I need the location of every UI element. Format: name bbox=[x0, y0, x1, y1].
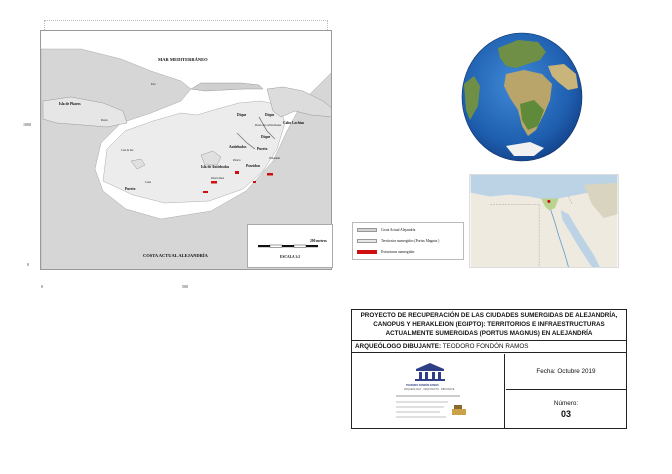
place-label-dique-1: Dique bbox=[237, 113, 247, 117]
place-label-pharos: Isla de Pharos bbox=[59, 102, 81, 106]
place-label-cabo-lochias: Cabo Lochias bbox=[283, 121, 305, 125]
scale-label: ESCALA 1:2 bbox=[280, 255, 301, 259]
author-row bbox=[352, 341, 626, 353]
globe-map bbox=[460, 30, 584, 164]
scale-box bbox=[247, 224, 333, 268]
author-label: ARQUEÓLOGO DIBUJANTE: bbox=[355, 343, 442, 350]
legend-label: Costa Actual Alejandría bbox=[381, 228, 416, 232]
place-label-casa-isis: Casa de Isis bbox=[121, 149, 134, 152]
submerged-structure bbox=[267, 173, 273, 176]
submerged-structure bbox=[253, 181, 256, 183]
place-label-palacio-real: Palacio Real bbox=[211, 177, 225, 180]
scale-distance: 200 metros bbox=[310, 239, 327, 243]
place-label-dique-3: Dique bbox=[261, 135, 271, 139]
place-label-timonium: Timonium bbox=[269, 157, 280, 160]
submerged-structure bbox=[203, 191, 208, 193]
place-label-puerto-1: Puerto bbox=[257, 147, 268, 151]
place-label-casas: Casas bbox=[145, 181, 152, 184]
place-label-lochias-reales: Puerto de Lochias Reales bbox=[255, 124, 282, 127]
logo-subtitle: ARQUEÓLOGO · ARQUITECTO · DIBUJANTE bbox=[404, 388, 455, 391]
number-label: Número: bbox=[553, 400, 579, 407]
axis-label-x-500: 500 bbox=[182, 284, 188, 289]
axis-label-y-0: 0 bbox=[27, 262, 29, 267]
submerged-structure bbox=[211, 181, 217, 184]
legend-swatch bbox=[357, 239, 377, 243]
title-block bbox=[351, 309, 627, 429]
axis-label-x-0: 0 bbox=[41, 284, 43, 289]
place-label-antirhodos: Antirhodos bbox=[229, 145, 247, 149]
legend-label: Estructuras sumergidas bbox=[381, 250, 415, 254]
number-value: 03 bbox=[560, 409, 571, 419]
author-name: TEODORO FONDÓN RAMOS bbox=[442, 343, 529, 350]
place-label-isla-antirhodos: Isla de Antirhodos bbox=[201, 165, 230, 169]
project-title: PROYECTO DE RECUPERACIÓN DE LAS CIUDADES SUMERGIDAS DE ALEJANDRÍA, CANOPUS Y HERAKLEION (EGIPTO): TERRITORIOS E INFRAESTRUCTURAS ACTUALMENTE SUMERGIDAS (PORTUS MAGNUS) EN ALEJANDRÍA bbox=[352, 310, 626, 341]
legend-swatch bbox=[357, 250, 377, 254]
place-label-palacio: Palacio bbox=[233, 159, 241, 162]
dike-heptastadion bbox=[191, 83, 263, 91]
place-label-dique-2: Dique bbox=[265, 113, 275, 117]
logo-name: TEODORO FONDÓN RAMOS bbox=[406, 384, 439, 387]
legend-item bbox=[357, 228, 415, 232]
alexandria-marker bbox=[547, 200, 550, 203]
legend-label: Territorios sumergidos (Portus Magnus ) bbox=[381, 239, 440, 243]
place-label-puerto-small: Puerto bbox=[101, 119, 108, 122]
legend-swatch bbox=[357, 228, 377, 232]
number-cell bbox=[506, 391, 626, 428]
place-label-poseidon: Poseidon bbox=[246, 164, 260, 168]
contact-lines bbox=[352, 392, 502, 424]
sea-label: MAR MEDITERRÁNEO bbox=[158, 57, 208, 62]
legend-item bbox=[357, 239, 439, 243]
legend-item bbox=[357, 250, 414, 254]
scale-bar bbox=[248, 242, 334, 254]
legend bbox=[352, 222, 464, 260]
axis-label-y-1000: 1000 bbox=[23, 122, 31, 127]
locator-map bbox=[469, 174, 619, 268]
date-cell: Fecha: Octubre 2019 bbox=[506, 354, 626, 390]
place-label-faro: Faro bbox=[151, 83, 156, 86]
logo-cell bbox=[352, 354, 505, 428]
temple-logo-icon bbox=[410, 362, 450, 382]
coast-label: COSTA ACTUAL ALEJANDRÍA bbox=[143, 253, 208, 258]
submerged-structure bbox=[235, 171, 239, 174]
place-label-puerto-2: Puerto bbox=[125, 187, 136, 191]
